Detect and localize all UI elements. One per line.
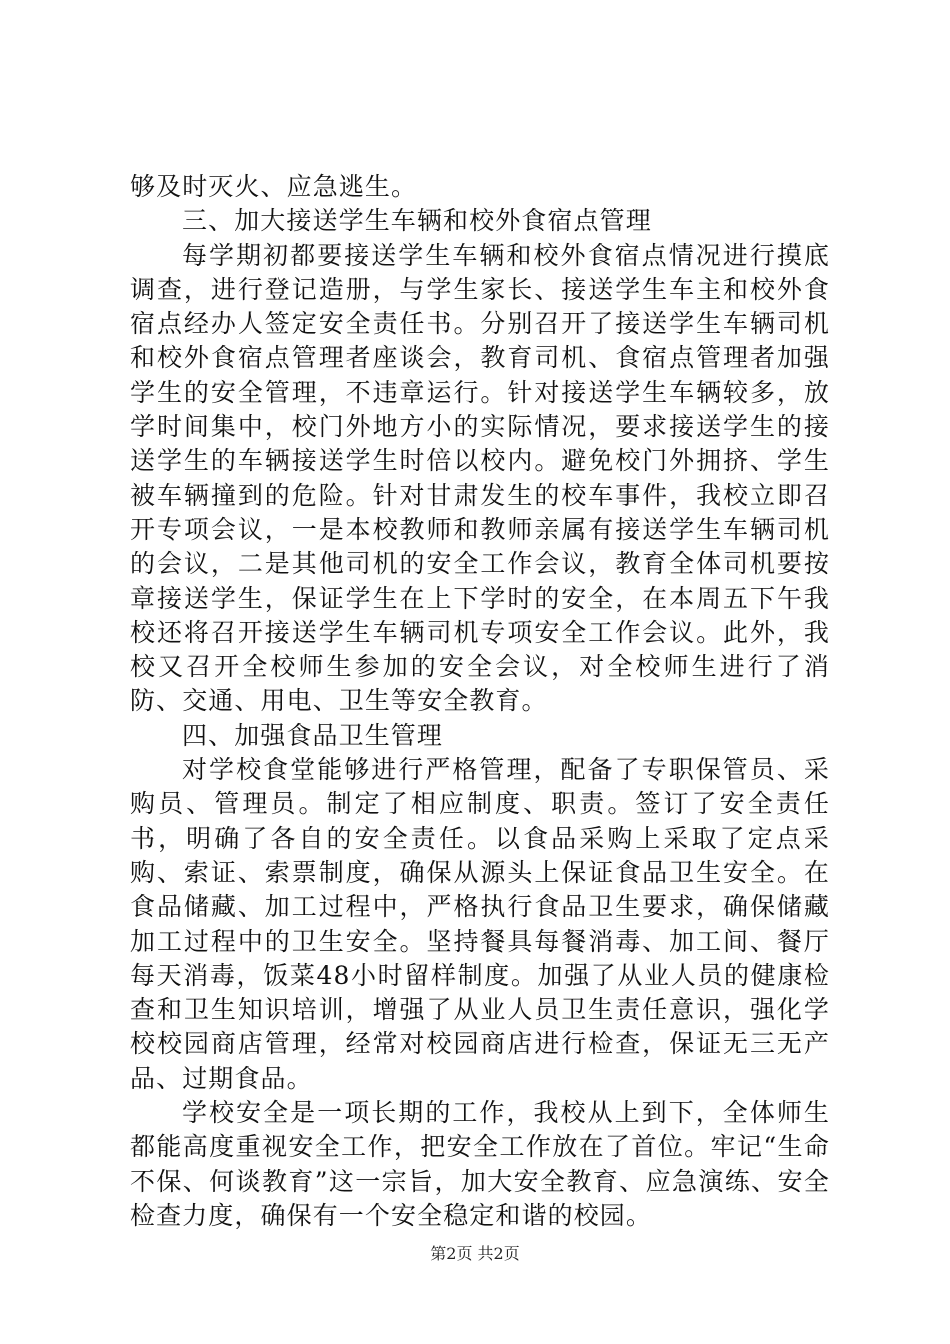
paragraph-conclusion: 学校安全是一项长期的工作，我校从上到下，全体师生都能高度重视安全工作，把安全工作放在了首位。牢记“生命不保、何谈教育”这一宗旨，加大安全教育、应急演练、安全检查力度，确保有一个安全稳定和谐的校园。 xyxy=(130,1098,830,1230)
paragraph-food-hygiene: 对学校食堂能够进行严格管理，配备了专职保管员、采购员、管理员。制定了相应制度、职责。签订了安全责任书，明确了各自的安全责任。以食品采购上采取了定点采购、索证、索票制度，确保从源头上保证食品卫生安全。在食品储藏、加工过程中，严格执行食品卫生要求，确保储藏加工过程中的卫生安全。坚持餐具每餐消毒、加工间、餐厅每天消毒，饭菜48小时留样制度。加强了从业人员的健康检查和卫生知识培训，增强了从业人员卫生责任意识，强化学校校园商店管理，经常对校园商店进行检查，保证无三无产品、过期食品。 xyxy=(130,755,830,1093)
document-body xyxy=(130,170,830,1233)
section-heading-3: 三、加大接送学生车辆和校外食宿点管理 xyxy=(182,206,652,236)
page-footer xyxy=(0,1244,950,1264)
section-heading-4: 四、加强食品卫生管理 xyxy=(182,720,444,750)
paragraph-vehicle-management: 每学期初都要接送学生车辆和校外食宿点情况进行摸底调查，进行登记造册，与学生家长、接送学生车主和校外食宿点经办人签定安全责任书。分别召开了接送学生车辆司机和校外食宿点管理者座谈会，教育司机、食宿点管理者加强学生的安全管理，不违章运行。针对接送学生车辆较多，放学时间集中，校门外地方小的实际情况，要求接送学生的接送学生的车辆接送学生时倍以校内。避免校门外拥挤、学生被车辆撞到的危险。针对甘肃发生的校车事件，我校立即召开专项会议，一是本校教师和教师亲属有接送学生车辆司机的会议，二是其他司机的安全工作会议，教育全体司机要按章接送学生，保证学生在上下学时的安全，在本周五下午我校还将召开接送学生车辆司机专项安全工作会议。此外，我校又召开全校师生参加的安全会议，对全校师生进行了消防、交通、用电、卫生等安全教育。 xyxy=(130,240,830,716)
paragraph-continuation: 够及时灭火、应急逃生。 xyxy=(130,172,418,201)
page-number: 第2页 共2页 xyxy=(430,1244,520,1263)
